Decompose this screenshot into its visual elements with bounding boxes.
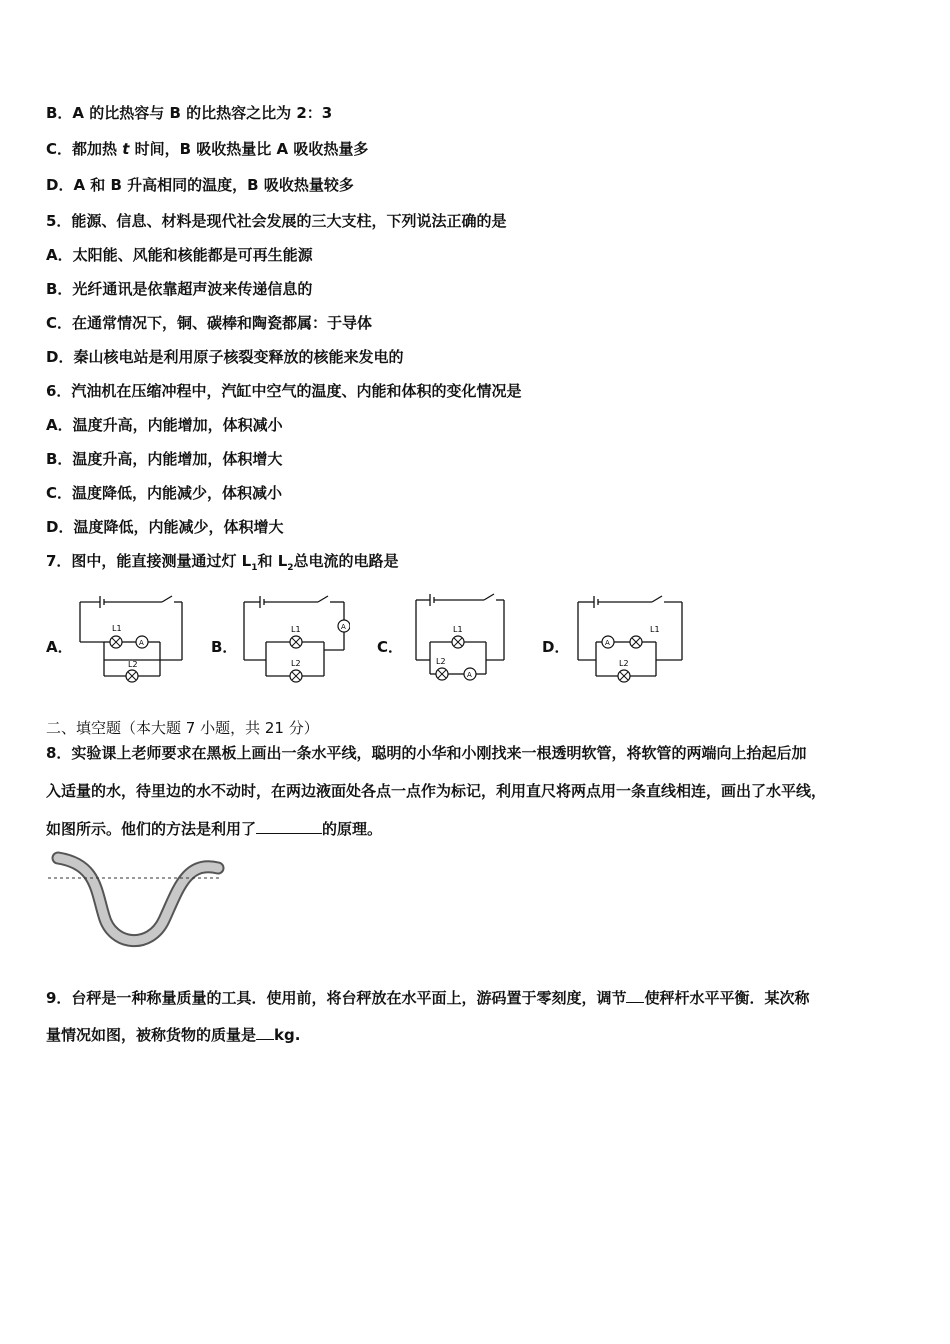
q4-option-c-post: 时间，B 吸收热量比 A 吸收热量多: [129, 140, 369, 158]
q9-line-1: [46, 988, 809, 1008]
circuit-a-diagram: [76, 594, 186, 686]
q6-option-c: C．温度降低，内能减少，体积减小: [46, 484, 283, 502]
q8-line-2: 入适量的水，待里边的水不动时，在两边液面处各点一点作为标记，利用直尺将两点用一条直线相连，画出了水平线，: [46, 782, 827, 800]
circuit-c-lamp2-label: L2: [436, 657, 446, 666]
circuit-b-ammeter-label: A: [341, 623, 346, 631]
circuit-d-lamp1-label: L1: [650, 625, 660, 634]
q5-option-d: D．秦山核电站是利用原子核裂变释放的核能来发电的: [46, 348, 404, 366]
q7-label-c: C．: [377, 638, 404, 656]
q7-label-d: D．: [542, 638, 570, 656]
q7-stem-pre: 7．图中，能直接测量通过灯 L: [46, 552, 252, 570]
circuit-a-lamp1-label: L1: [112, 624, 122, 633]
circuit-d-ammeter-label: A: [605, 639, 610, 647]
q4-option-c-pre: C．都加热: [46, 140, 123, 158]
q8-answer-blank[interactable]: [256, 833, 322, 834]
q7-label-a: A．: [46, 638, 73, 656]
q7-sub-2: 2: [287, 563, 294, 573]
q8-line-1: 8．实验课上老师要求在黑板上画出一条水平线，聪明的小华和小刚找来一根透明软管，将软管的两端向上抬起后加: [46, 744, 807, 762]
q6-option-b: B．温度升高，内能增加，体积增大: [46, 450, 283, 468]
q9-line-2-pre: 量情况如图，被称货物的质量是: [46, 1026, 257, 1044]
section-2-title: 二、填空题（本大题 7 小题，共 21 分）: [46, 719, 319, 737]
circuit-d-diagram: [574, 594, 686, 686]
circuit-c-ammeter-label: A: [467, 671, 472, 679]
circuit-d-lamp2-label: L2: [619, 659, 629, 668]
q7-label-b: B．: [211, 638, 238, 656]
circuit-c-lamp1-label: L1: [453, 625, 463, 634]
q4-option-c-var: t: [122, 140, 130, 158]
circuit-b-lamp1-label: L1: [291, 625, 301, 634]
q9-line-1-post: 使秤杆水平平衡．某次称: [644, 989, 810, 1007]
q5-stem: 5．能源、信息、材料是现代社会发展的三大支柱，下列说法正确的是: [46, 212, 507, 230]
q6-option-d: D．温度降低，内能减少，体积增大: [46, 518, 284, 536]
q7-stem: [46, 551, 399, 578]
q5-option-c: C．在通常情况下，铜、碳棒和陶瓷都属：于导体: [46, 314, 373, 332]
q9-line-2-post: kg.: [274, 1026, 301, 1044]
circuit-b-lamp2-label: L2: [291, 659, 301, 668]
q8-line-3: [46, 819, 382, 839]
q5-option-b: B．光纤通讯是依靠超声波来传递信息的: [46, 280, 313, 298]
circuit-a-ammeter-label: A: [139, 639, 144, 647]
q9-answer-blank-1[interactable]: [626, 1002, 644, 1003]
q4-option-d: D．A 和 B 升高相同的温度，B 吸收热量较多: [46, 176, 354, 194]
q5-option-a: A．太阳能、风能和核能都是可再生能源: [46, 246, 313, 264]
q9-line-2: [46, 1025, 300, 1045]
q6-stem: 6．汽油机在压缩冲程中，汽缸中空气的温度、内能和体积的变化情况是: [46, 382, 522, 400]
circuit-a-lamp2-label: L2: [128, 660, 138, 669]
circuit-b-diagram: [240, 594, 350, 686]
q6-option-a: A．温度升高，内能增加，体积减小: [46, 416, 283, 434]
q9-line-1-pre: 9．台秤是一种称量质量的工具．使用前，将台秤放在水平面上，游码置于零刻度，调节: [46, 989, 627, 1007]
q4-option-c: [46, 139, 368, 159]
q7-stem-mid: 和 L: [257, 552, 288, 570]
circuit-c-diagram: [410, 592, 520, 686]
q7-sub-1: 1: [251, 563, 258, 573]
hose-figure: [46, 850, 226, 960]
q7-stem-post: 总电流的电路是: [293, 552, 399, 570]
q8-line-3-post: 的原理。: [322, 820, 383, 838]
q4-option-b: B．A 的比热容与 B 的比热容之比为 2：3: [46, 104, 333, 122]
q9-answer-blank-2[interactable]: [256, 1039, 274, 1040]
q8-line-3-pre: 如图所示。他们的方法是利用了: [46, 820, 257, 838]
